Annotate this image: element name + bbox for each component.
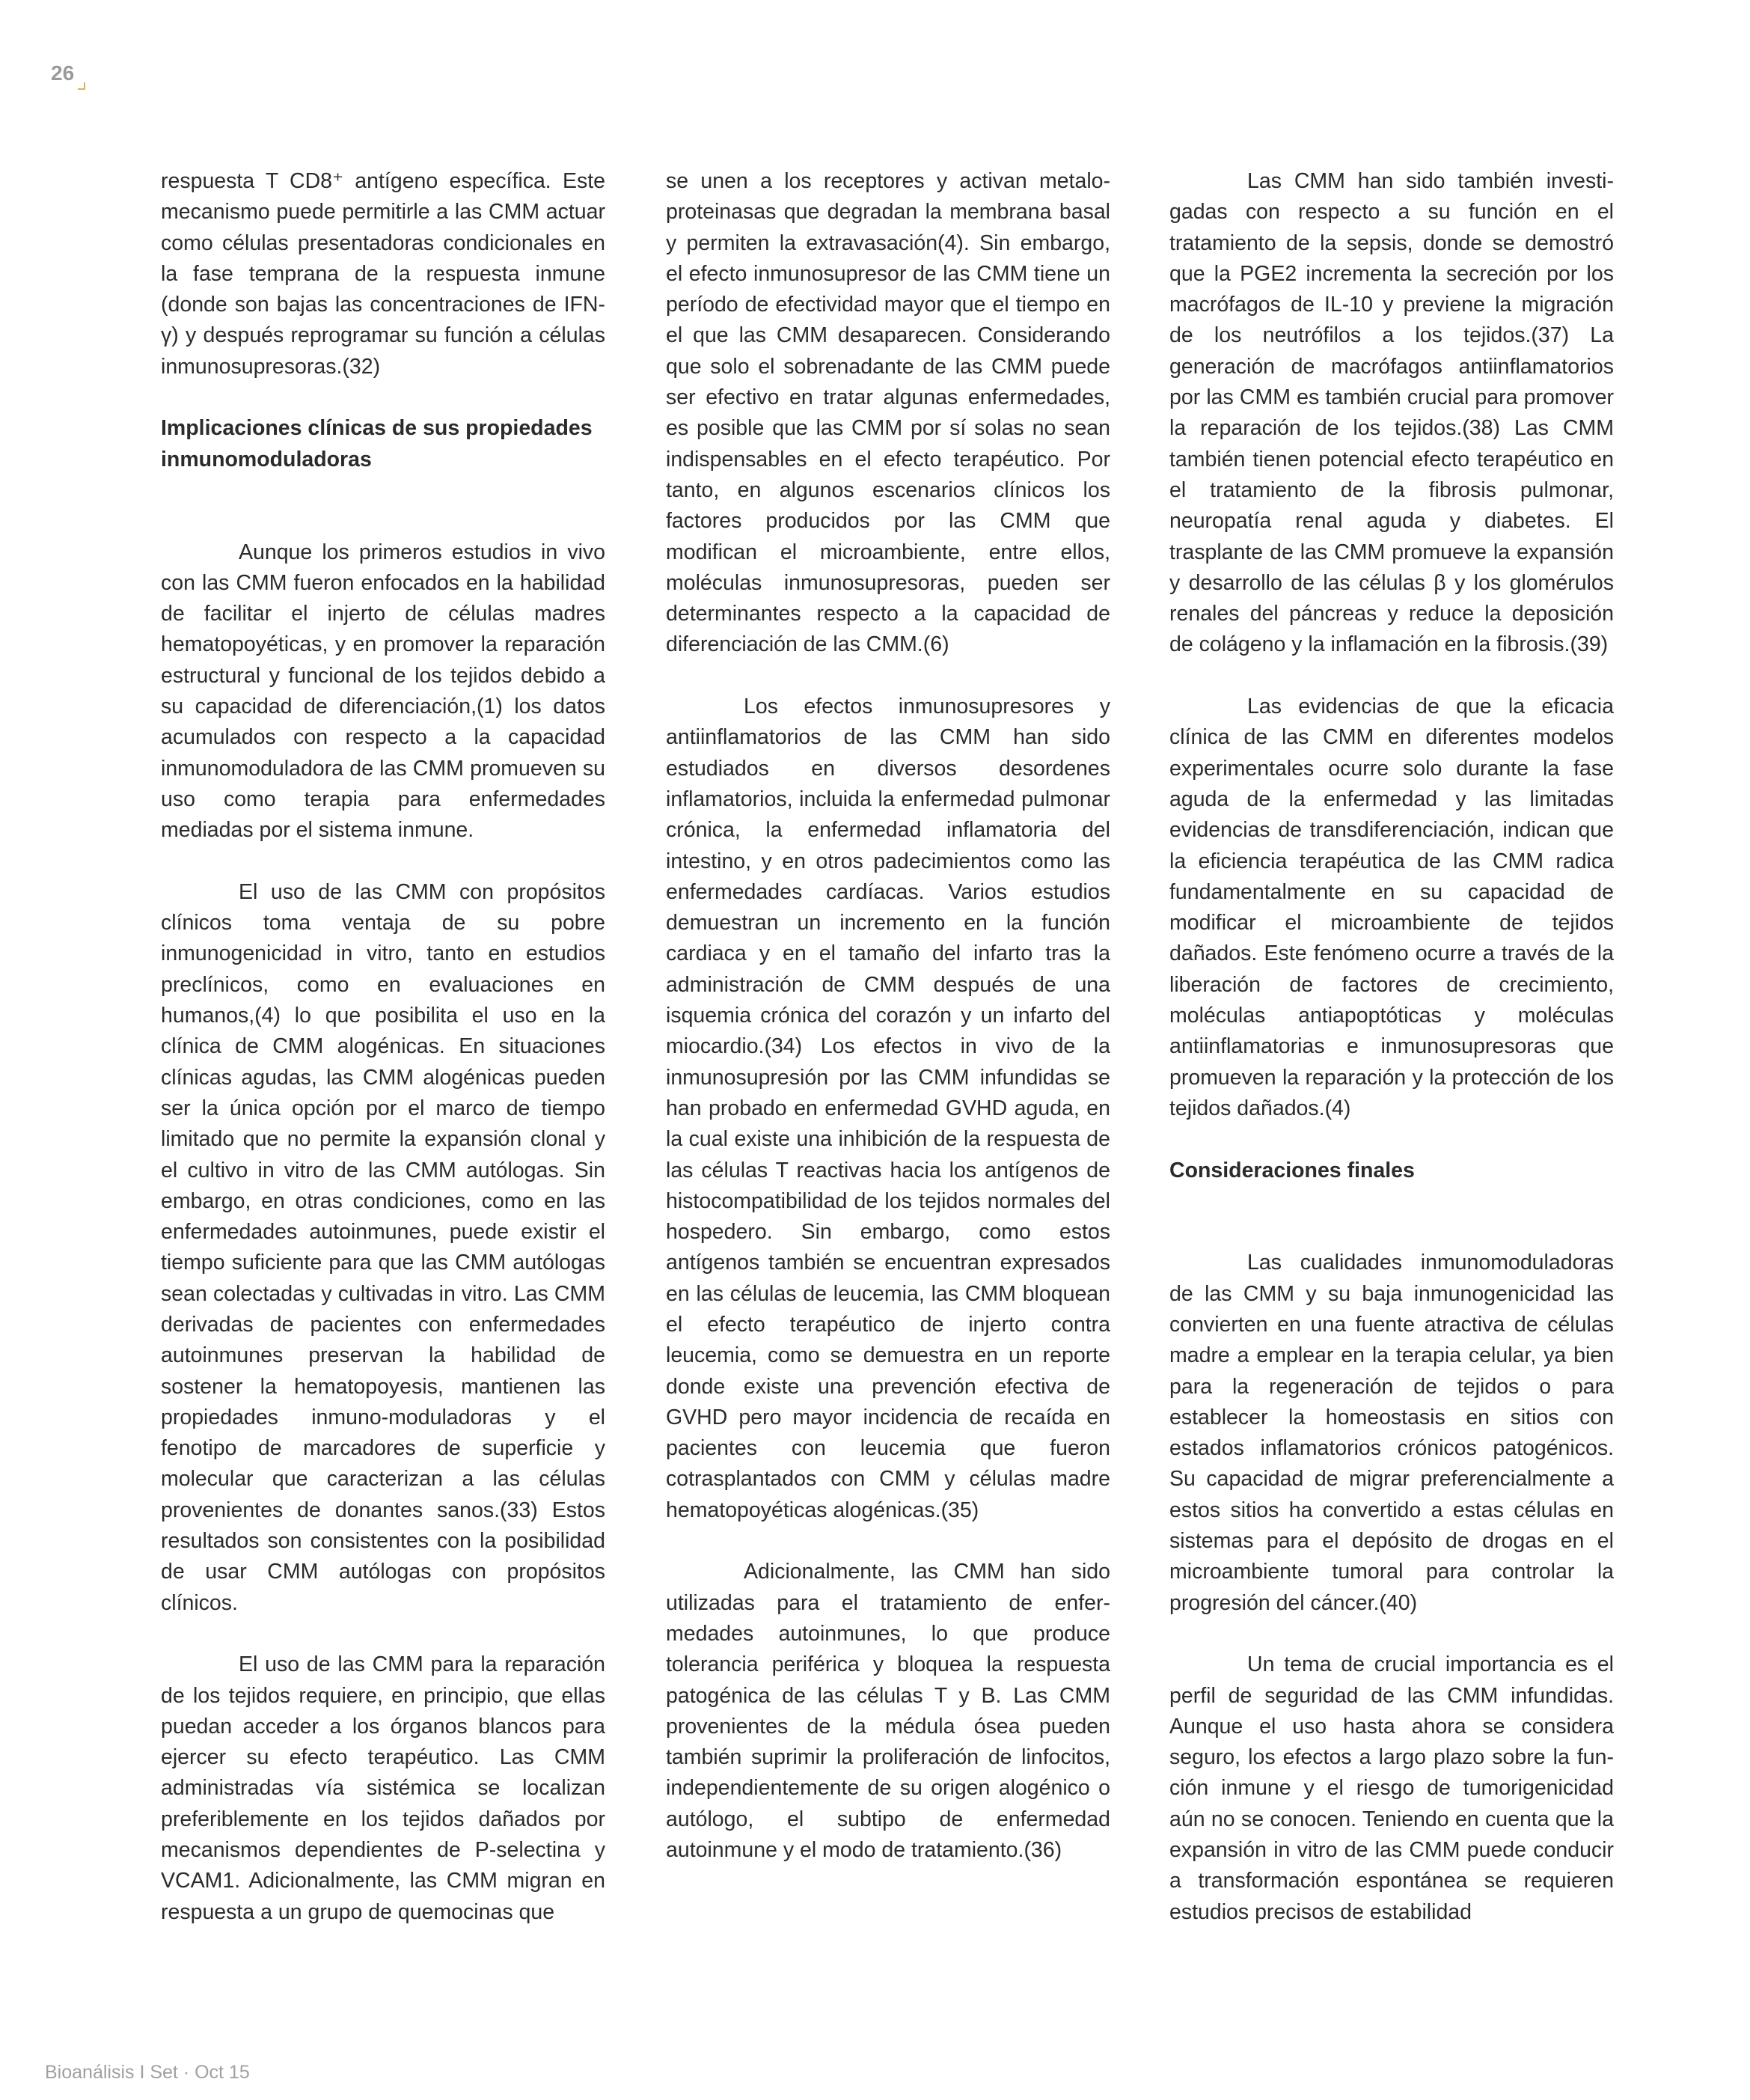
paragraph: Las cualidades inmunomoduladoras de las CMM y su baja inmunogenicidad las convierten en una fuente atractiva de células madre a emplear en la terapia celular, ya bien para la regeneración de tejidos o para establecer la homeostasis en sitios con estados inflamatorios crónicos patogénicos. Su capacidad de migrar preferencialmente a estos sitios ha convertido a estas células en sistemas para el depósito de drogas en el microambiente tumoral para controlar la progresión del cáncer.(40) (1169, 1251, 1614, 1615)
paragraph: Las evidencias de que la eficacia clínica de las CMM en diferentes modelos experimentales ocurre solo durante la fase aguda de la enfermedad y las limitadas evidencias de transdiferenciación, indican que la eficiencia terapéutica de las CMM radica fundamentalmente en su capacidad de modificar el microambiente de tejidos dañados. Este fenómeno ocurre a través de la liberación de factores de crecimiento, moléculas antiapoptóticas y moléculas antiinflamatorias e inmunosupresoras que promueven la reparación y la protección de los tejidos dañados.(4) (1169, 695, 1614, 1120)
paragraph: El uso de las CMM con propósitos clínicos toma ventaja de su pobre inmunogenicidad in vitro, tanto en estudios preclínicos, como en evaluaciones en humanos,(4) lo que posibilita el uso en la clínica de CMM alogénicas. En situaciones clínicas agudas, las CMM alogénicas pueden ser la única opción por el marco de tiempo limitado que no permite la expansión clonal y el cultivo in vitro de las CMM autólogas. Sin embargo, en otras condiciones, como en las enfermedades autoinmunes, puede existir el tiempo suficiente para que las CMM autólogas sean colectadas y cultivadas in vitro. Las CMM derivadas de pacientes con enfermedades autoinmunes preservan la habilidad de sostener la hematopoyesis, mantienen las propiedades inmuno-moduladoras y el fenotipo de marcadores de superficie y molecular que caracterizan a las células provenientes de donantes sanos.(33) Estos resultados son consistentes con la posibilidad de usar CMM autólogas con propósitos clínicos. (161, 879, 605, 1615)
text-column-3 (1169, 166, 1614, 1959)
paragraph: Los efectos inmunosupresores y antiinflamatorios de las CMM han sido estudiados en diversos desordenes inflamatorios, incluida la enfermedad pulmonar crónica, la enfermedad inflamatoria del intestino, y en otros padecimientos como las enfermedades cardíacas. Varios estudios demuestran un incremento en la función cardiaca y en el tamaño del infarto tras la administración de CMM después de una isquemia crónica del corazón y un infarto del miocardio.(34) Los efectos in vivo de la inmunosupresión por las CMM infundidas se han probado en enfermedad GVHD aguda, en la cual existe una inhibición de la respuesta de las células T reactivas hacia los antígenos de histocompatibilidad de los tejidos normales del hospedero. Sin embargo, como estos antígenos también se encuentran expresados en las células de leucemia, las CMM bloquean el efecto terapéutico de injerto contra leucemia, como se demuestra en un reporte donde existe una prevención efectiva de GVHD pero mayor incidencia de recaída en pacientes con leucemia que fueron cotrasplantados con CMM y células madre hematopoyéticas alogénicas.(35) (666, 695, 1110, 1522)
section-heading-clinical-implications: Implicaciones clínicas de sus propiedades inmunomoduladoras (161, 416, 593, 471)
paragraph: respuesta T CD8⁺ antígeno específica. Este mecanismo puede permitirle a las CMM actuar como células presentadoras condicionales en la fase temprana de la respuesta inmune (donde son bajas las concentraciones de IFN-γ) y después reprogramar su función a células inmunosupresoras.(32) (161, 169, 605, 379)
paragraph: Un tema de crucial importancia es el perfil de seguridad de las CMM infundidas. Aunque el uso hasta ahora se considera seguro, los efectos a largo plazo sobre la fun-ción inmune y el riesgo de tumorigenicidad aún no se conocen. Teniendo en cuenta que la expansión in vitro de las CMM puede conducir a transformación espontánea se requieren estudios precisos de estabilidad (1169, 1652, 1614, 1924)
paragraph: se unen a los receptores y activan metalo-proteinasas que degradan la membrana basal y permiten la extravasación(4). Sin embargo, el efecto inmunosupresor de las CMM tiene un período de efectividad mayor que el tiempo en el que las CMM desaparecen. Considerando que solo el sobrenadante de las CMM puede ser efectivo en tratar algunas enfermedades, es posible que las CMM por sí solas no sean indispensables en el efecto terapéutico. Por tanto, en algunos escenarios clínicos los factores producidos por las CMM que modifican el microambiente, entre ellos, moléculas inmunosupresoras, pueden ser determinantes respecto a la capacidad de diferenciación de las CMM.(6) (666, 169, 1110, 657)
paragraph: El uso de las CMM para la reparación de los tejidos requiere, en principio, que ellas puedan acceder a los órganos blancos para ejercer su efecto terapéutico. Las CMM administradas vía sistémica se localizan preferiblemente en los tejidos dañados por mecanismos dependientes de P-selectina y VCAM1. Adicionalmente, las CMM migran en respuesta a un grupo de quemocinas que (161, 1652, 605, 1924)
paragraph: Aunque los primeros estudios in vivo con las CMM fueron enfocados en la habilidad de facilitar el injerto de células madres hematopoyéticas, y en promover la reparación estructural y funcional de los tejidos debido a su capacidad de diferenciación,(1) los datos acumulados con respecto a la capacidad inmunomoduladora de las CMM promueven su uso como terapia para enfermedades mediadas por el sistema inmune. (161, 540, 605, 843)
paragraph: Las CMM han sido también investi-gadas con respecto a su función en el tratamiento de la sepsis, donde se demostró que la PGE2 incrementa la secreción por los macrófagos de IL-10 y previene la migración de los neutrófilos a los tejidos.(37) La generación de macrófagos antiinflamatorios por las CMM es también crucial para promover la reparación de los tejidos.(38) Las CMM también tienen potencial efecto terapéutico en el tratamiento de la fibrosis pulmonar, neuropatía renal aguda y diabetes. El trasplante de las CMM promueve la expansión y desarrollo de las células β y los glomérulos renales del páncreas y reduce la deposición de colágeno y la inflamación en la fibrosis.(39) (1169, 169, 1614, 657)
text-column-2 (666, 166, 1110, 1897)
page-number-corner-mark (78, 82, 85, 90)
text-column-1 (161, 166, 605, 1959)
paragraph: Adicionalmente, las CMM han sido utilizadas para el tratamiento de enfer-medades autoinmunes, lo que produce tolerancia periférica y bloquea la respuesta patogénica de las células T y B. Las CMM provenientes de la médula ósea pueden también suprimir la proliferación de linfocitos, independientemente de su origen alogénico o autólogo, el subtipo de enfermedad autoinmune y el modo de tratamiento.(36) (666, 1560, 1110, 1863)
footer-publication-info: Bioanálisis I Set · Oct 15 (45, 2062, 250, 2083)
page-number: 26 (51, 61, 75, 85)
section-heading-final-considerations: Consideraciones finales (1169, 1158, 1415, 1182)
